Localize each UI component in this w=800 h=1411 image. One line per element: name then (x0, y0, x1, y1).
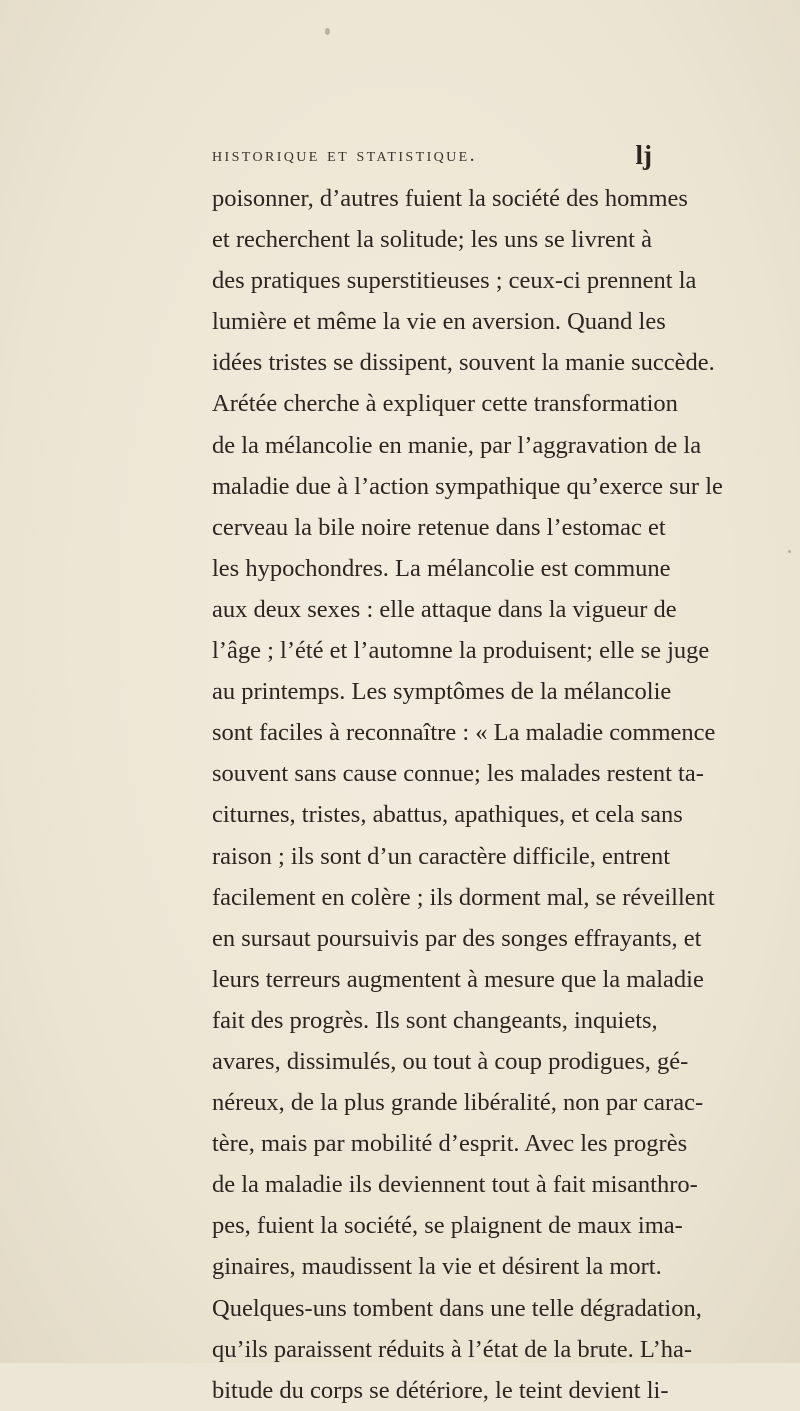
text-line: des pratiques superstitieuses ; ceux-ci prennent la (212, 267, 697, 295)
text-line: fait des progrès. Ils sont changeants, inquiets, (212, 1006, 658, 1034)
text-line: qu’ils paraissent réduits à l’état de la brute. L’ha- (212, 1335, 693, 1363)
page-header (212, 140, 652, 174)
running-title: historique et statistique. (212, 144, 478, 166)
paper-speck (325, 28, 330, 35)
text-line: tère, mais par mobilité d’esprit. Avec les progrès (212, 1130, 688, 1158)
text-line: néreux, de la plus grande libéralité, non par carac- (212, 1089, 704, 1117)
text-line: bitude du corps se détériore, le teint devient li- (212, 1376, 669, 1404)
text-line: facilement en colère ; ils dorment mal, se réveillent (212, 883, 715, 911)
page-number: lj (635, 140, 652, 170)
text-line: aux deux sexes : elle attaque dans la vigueur de (212, 595, 677, 623)
text-line: leurs terreurs augmentent à mesure que la maladie (212, 965, 704, 993)
text-line: pes, fuient la société, se plaignent de maux ima- (212, 1212, 683, 1240)
text-line: ginaires, maudissent la vie et désirent la mort. (212, 1253, 662, 1281)
text-line: de la maladie ils deviennent tout à fait misanthro- (212, 1171, 698, 1199)
text-line: cerveau la bile noire retenue dans l’estomac et (212, 513, 666, 541)
text-line: avares, dissimulés, ou tout à coup prodigues, gé- (212, 1047, 689, 1075)
text-line: lumière et même la vie en aversion. Quand les (212, 308, 666, 336)
text-line: l’âge ; l’été et l’automne la produisent; elle se juge (212, 637, 710, 665)
text-line: de la mélancolie en manie, par l’aggravation de la (212, 431, 702, 459)
text-line: citurnes, tristes, abattus, apathiques, et cela sans (212, 801, 683, 829)
text-line: poisonner, d’autres fuient la société des hommes (212, 185, 688, 212)
text-line: souvent sans cause connue; les malades restent ta- (212, 760, 704, 788)
text-line: les hypochondres. La mélancolie est commune (212, 554, 671, 582)
text-line: Arétée cherche à expliquer cette transformation (212, 390, 678, 418)
text-line: maladie due à l’action sympathique qu’exerce sur le (212, 472, 723, 500)
text-line: en sursaut poursuivis par des songes effrayants, et (212, 924, 702, 952)
text-line: idées tristes se dissipent, souvent la manie succède. (212, 349, 715, 377)
text-line: au printemps. Les symptômes de la mélancolie (212, 678, 672, 706)
body-paragraph (212, 178, 723, 1411)
text-line: sont faciles à reconnaître : « La maladie commence (212, 719, 716, 747)
text-line: Quelques-uns tombent dans une telle dégradation, (212, 1294, 702, 1322)
text-line: et recherchent la solitude; les uns se livrent à (212, 226, 652, 254)
paper-speck (788, 550, 791, 553)
text-line: raison ; ils sont d’un caractère difficile, entrent (212, 842, 671, 870)
